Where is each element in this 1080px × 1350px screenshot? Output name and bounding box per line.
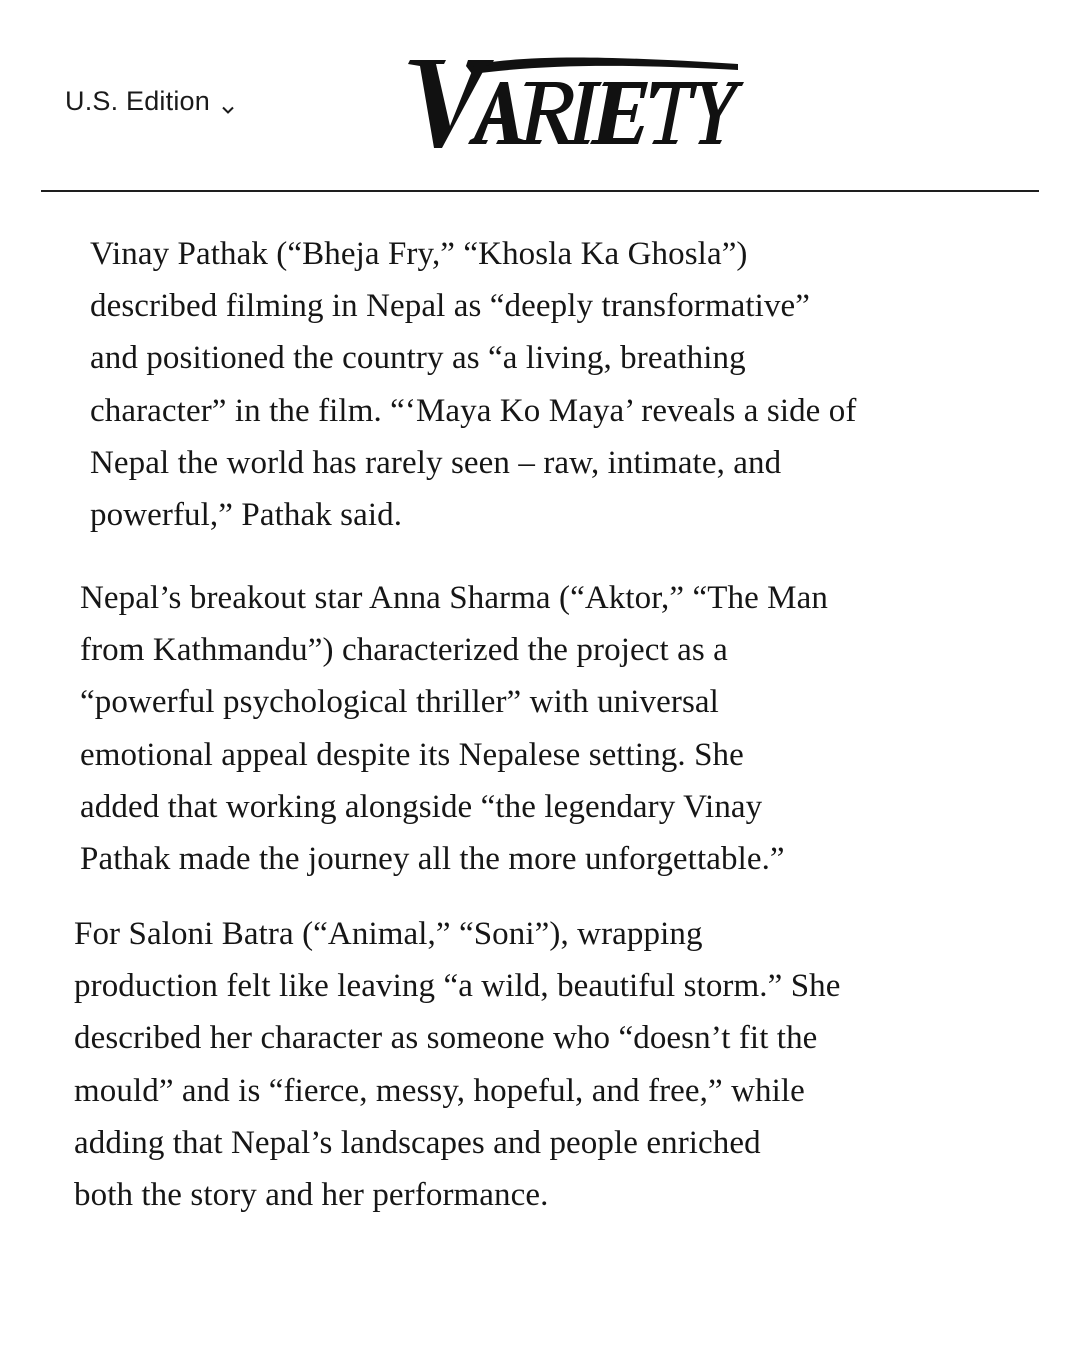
- paragraph-line: from Kathmandu”) characterized the project as a: [80, 632, 728, 669]
- paragraph-line: For Saloni Batra (“Animal,” “Soni”), wrapping: [74, 916, 703, 952]
- variety-logo-wordmark: [408, 52, 744, 152]
- paragraph-line: described her character as someone who “doesn’t fit the: [74, 1020, 818, 1057]
- paragraph-line: added that working alongside “the legendary Vinay: [80, 788, 763, 825]
- header-divider: [41, 190, 1039, 192]
- article-paragraph: [74, 908, 934, 1221]
- article-paragraph: [90, 228, 950, 541]
- paragraph-line: and positioned the country as “a living, breathing: [90, 340, 746, 377]
- paragraph-line: both the story and her performance.: [74, 1177, 549, 1214]
- paragraph-line: “powerful psychological thriller” with universal: [80, 684, 719, 721]
- variety-logo[interactable]: [408, 52, 744, 152]
- site-header: [0, 0, 1080, 192]
- paragraph-line: character” in the film. “‘Maya Ko Maya’ reveals a side of: [90, 392, 857, 429]
- chevron-down-icon: [220, 94, 236, 110]
- paragraph-line: adding that Nepal’s landscapes and people enriched: [74, 1124, 761, 1161]
- edition-selector[interactable]: [65, 86, 236, 117]
- paragraph-line: Pathak made the journey all the more unforgettable.”: [80, 841, 785, 878]
- paragraph-line: Nepal the world has rarely seen – raw, intimate, and: [90, 444, 782, 481]
- paragraph-line: described filming in Nepal as “deeply transformative”: [90, 288, 811, 325]
- article-paragraph: [80, 572, 940, 885]
- paragraph-line: mould” and is “fierce, messy, hopeful, and free,” while: [74, 1072, 805, 1109]
- paragraph-line: Vinay Pathak (“Bheja Fry,” “Khosla Ka Ghosla”): [90, 236, 748, 272]
- edition-label: U.S. Edition: [65, 86, 210, 116]
- paragraph-line: powerful,” Pathak said.: [90, 497, 403, 534]
- paragraph-line: emotional appeal despite its Nepalese setting. She: [80, 736, 744, 773]
- paragraph-line: production felt like leaving “a wild, beautiful storm.” She: [74, 968, 841, 1005]
- paragraph-line: Nepal’s breakout star Anna Sharma (“Aktor,” “The Man: [80, 580, 828, 616]
